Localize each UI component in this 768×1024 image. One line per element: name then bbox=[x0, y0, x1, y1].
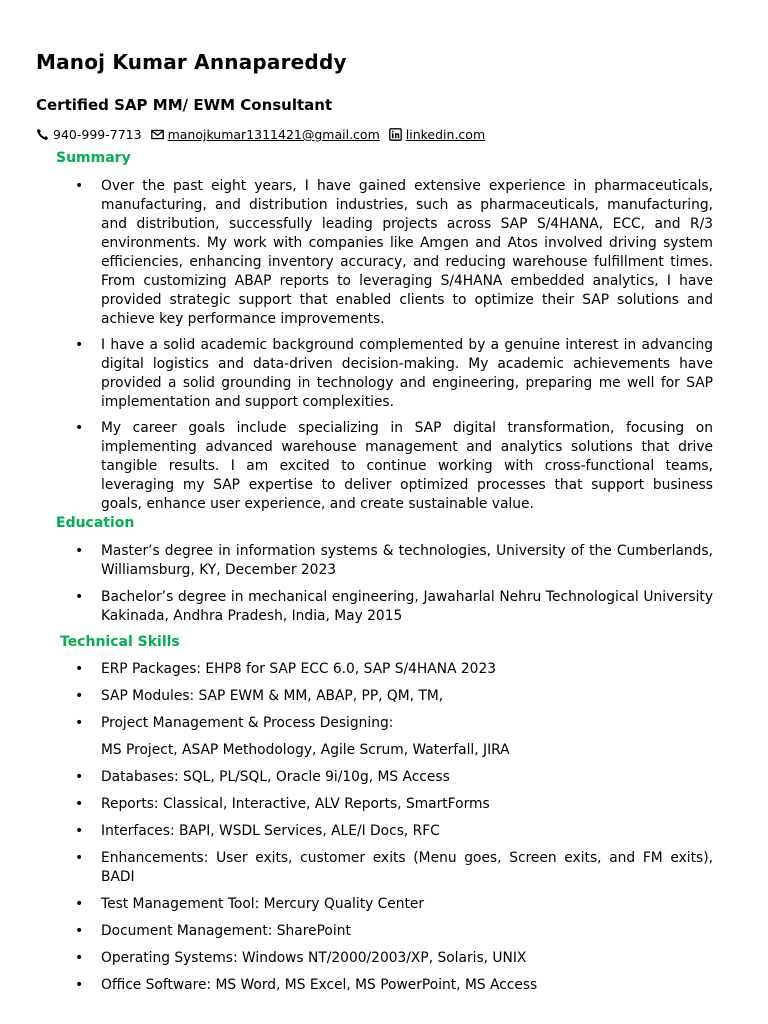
candidate-name: Manoj Kumar Annapareddy bbox=[36, 50, 347, 74]
envelope-icon bbox=[151, 128, 164, 141]
skills-list bbox=[60, 660, 713, 1003]
education-heading: Education bbox=[56, 515, 135, 531]
list-item: • Operating Systems: Windows NT/2000/2003/XP, Solaris, UNIX bbox=[60, 949, 713, 968]
list-item: • SAP Modules: SAP EWM & MM, ABAP, PP, QM, TM, bbox=[60, 687, 713, 706]
summary-heading: Summary bbox=[56, 150, 131, 166]
list-item: • Databases: SQL, PL/SQL, Oracle 9i/10g, MS Access bbox=[60, 768, 713, 787]
list-item: • Reports: Classical, Interactive, ALV Reports, SmartForms bbox=[60, 795, 713, 814]
list-item: • I have a solid academic background complemented by a genuine interest in advancing digital logistics and data-driven decision-making. My academic achievements have provided a solid grounding in technology and engineering, preparing me well for SAP implementation and support complexities. bbox=[60, 336, 713, 412]
list-item: • Interfaces: BAPI, WSDL Services, ALE/I Docs, RFC bbox=[60, 822, 713, 841]
linkedin-link[interactable]: linkedin.com bbox=[405, 127, 486, 142]
list-item: • Document Management: SharePoint bbox=[60, 922, 713, 941]
summary-list bbox=[60, 177, 713, 521]
linkedin-icon bbox=[389, 128, 402, 141]
list-item: • Master’s degree in information systems & technologies, University of the Cumberlands, Williamsburg, KY, December 2023 bbox=[60, 542, 713, 580]
phone-number: 940-999-7713 bbox=[53, 127, 142, 142]
list-item: • My career goals include specializing in SAP digital transformation, focusing on implementing advanced warehouse management and analytics solutions that drive tangible results. I am excited to continue working with cross-functional teams, leveraging my SAP expertise to deliver optimized processes that support business goals, enhance user experience, and create sustainable value. bbox=[60, 419, 713, 514]
education-list bbox=[60, 542, 713, 634]
list-item: • Test Management Tool: Mercury Quality Center bbox=[60, 895, 713, 914]
list-item: • Bachelor’s degree in mechanical engineering, Jawaharlal Nehru Technological University Kakinada, Andhra Pradesh, India, May 2015 bbox=[60, 588, 713, 626]
list-item: • Project Management & Process Designing: bbox=[60, 714, 713, 733]
phone-icon bbox=[36, 128, 49, 141]
list-item: MS Project, ASAP Methodology, Agile Scrum, Waterfall, JIRA bbox=[101, 742, 510, 758]
list-item: • Office Software: MS Word, MS Excel, MS PowerPoint, MS Access bbox=[60, 976, 713, 995]
skills-heading: Technical Skills bbox=[60, 634, 180, 650]
list-item: • ERP Packages: EHP8 for SAP ECC 6.0, SAP S/4HANA 2023 bbox=[60, 660, 713, 679]
list-item: • Over the past eight years, I have gained extensive experience in pharmaceuticals, manufacturing, and distribution industries, such as pharmaceuticals, manufacturing, and distribution, successfully leading projects across SAP S/4HANA, ECC, and R/3 environments. My work with companies like Amgen and Atos involved driving system efficiencies, enhancing inventory accuracy, and reducing warehouse fulfillment times. From customizing ABAP reports to leveraging S/4HANA embedded analytics, I have provided strategic support that enabled clients to optimize their SAP solutions and achieve key performance improvements. bbox=[60, 177, 713, 329]
job-title: Certified SAP MM/ EWM Consultant bbox=[36, 96, 333, 114]
list-item: • Enhancements: User exits, customer exits (Menu goes, Screen exits, and FM exits), BADI bbox=[60, 849, 713, 887]
contact-line bbox=[36, 127, 485, 142]
email-link[interactable]: manojkumar1311421@gmail.com bbox=[167, 127, 380, 142]
